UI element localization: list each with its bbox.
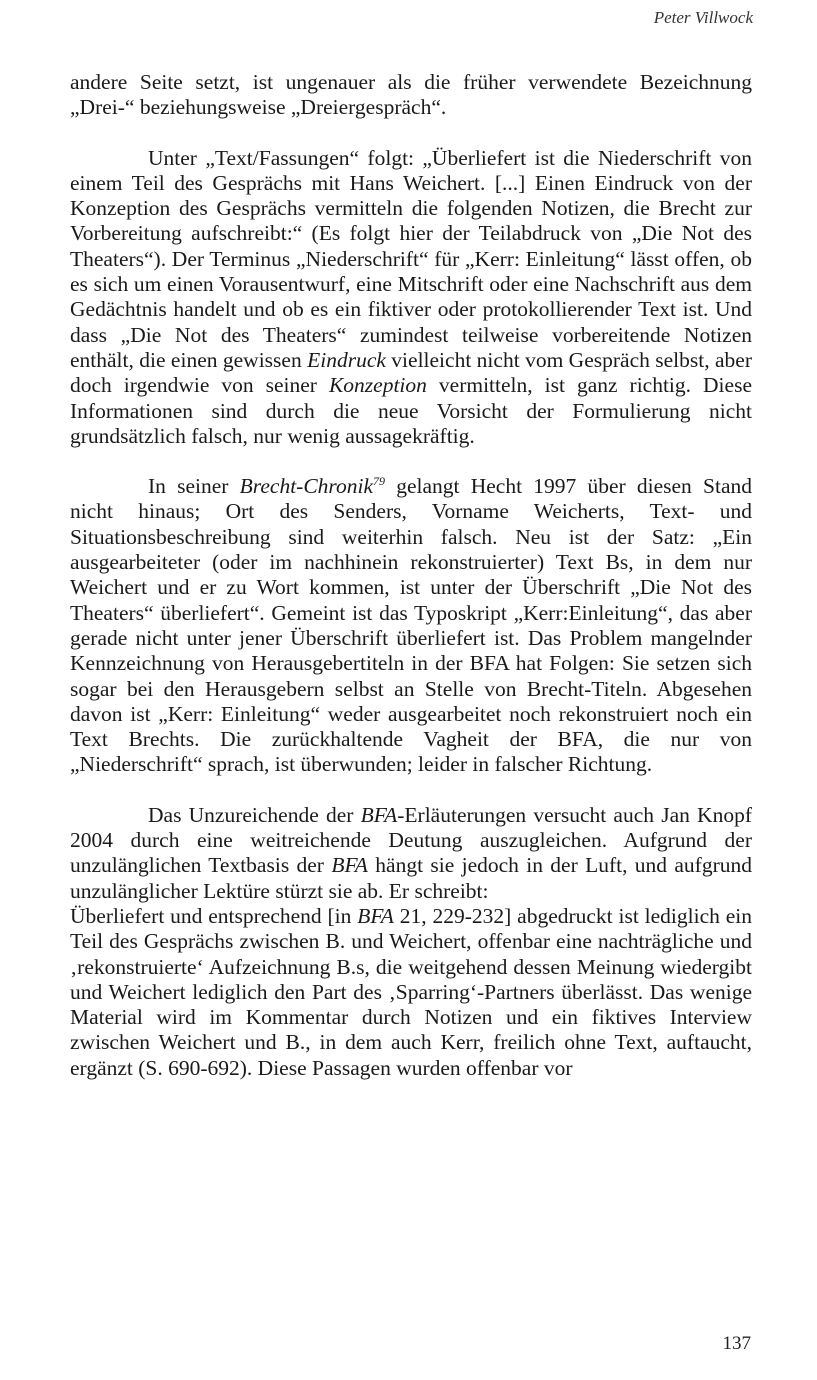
text-run: vermitteln, ist ganz richtig. Diese Informationen sind durch die neue Vorsicht der Formulierung nicht grundsätzlich falsch, nur wenig aussagekräftig. <box>70 373 752 448</box>
italic-text: BFA <box>360 802 398 827</box>
text-run: Das Unzureichende der <box>148 802 361 827</box>
text-run: vielleicht nicht vom Gespräch selbst, aber doch irgendwie von seiner <box>70 347 752 398</box>
text-run: Unter „Text/Fassungen“ folgt: „Überliefert ist die Niederschrift von einem Teil des Gesprächs mit Hans Weichert. [...] Einen Eindruck von der Konzeption des Gesprächs vermitteln die folgenden Notizen, die Brecht zur Vorbereitung aufschreibt:“ (Es folgt hier der Teilabdruck von „Die Not des Theaters“). Der Terminus „Niederschrift“ für „Kerr: Einleitung“ lässt offen, ob es sich um einen Vorausentwurf, eine Mitschrift oder eine Nachschrift aus dem Gedächtnis handelt und ob es ein fiktiver oder protokollierender Text ist. Und dass „Die Not des Theaters“ zumindest teilweise vorbereitende Notizen enthält, die einen gewissen <box>70 145 752 372</box>
italic-text: Eindruck <box>307 347 386 372</box>
paragraph <box>70 146 752 450</box>
italic-text: Konzeption <box>328 373 427 398</box>
paragraph <box>70 474 752 778</box>
text-run: In seiner <box>148 474 240 499</box>
text-run: 21, 229-232] abgedruckt ist lediglich ein Teil des Gesprächs zwischen B. und Weichert, offenbar eine nachträgliche und ‚rekonstruierte‘ Aufzeichnung B.s, die weitgehend dessen Meinung wiedergibt und Weichert lediglich den Part des ‚Sparring‘-Partners überlässt. Das wenige Material wird im Kommentar durch Notizen und ein fiktives Interview zwischen Weichert und B., in dem auch Kerr, freilich ohne Text, auftaucht, ergänzt (S. 690-692). Diese Passagen wurden offenbar vor <box>70 903 753 1080</box>
page-number: 137 <box>722 1333 751 1354</box>
block-quote <box>70 904 752 1081</box>
text-run: -Erläuterungen versucht auch Jan Knopf 2004 durch eine weitreichende Deutung auszugleichen. Aufgrund der unzulänglichen Textbasis der <box>70 802 752 878</box>
text-run: Überliefert und entsprechend [in <box>70 903 358 928</box>
text-run: gelangt Hecht 1997 über diesen Stand nicht hinaus; Ort des Senders, Vorname Weicherts, Text- und Situationsbeschreibung sind weiterhin falsch. Neu ist der Satz: „Ein ausgearbeiteter (oder im nachhinein rekonstruierter) Text Bs, in dem nur Weichert und er zu Wort kommen, ist unter der Überschrift „Die Not des Theaters“ überliefert“. Gemeint ist das Typoskript „Kerr:Einleitung“, das aber gerade nicht unter jener Überschrift überliefert ist. Das Problem mangelnder Kennzeichnung von Herausgebertiteln in der BFA hat Folgen: Sie setzen sich sogar bei den Herausgebern selbst an Stelle von Brecht-Titeln. Abgesehen davon ist „Kerr: Einleitung“ weder ausgearbeitet noch rekonstruiert noch ein Text Brechts. Die zurückhaltende Vagheit der BFA, die nur von „Niederschrift“ sprach, ist überwunden; leider in falscher Richtung. <box>70 474 752 777</box>
text-run: hängt sie jedoch in der Luft, und aufgrund unzulänglicher Lektüre stürzt sie ab. Er schreibt: <box>70 853 752 903</box>
paragraph <box>70 803 752 904</box>
text-run: andere Seite setzt, ist ungenauer als die früher verwendete Bezeichnung „Drei-“ beziehungsweise „Dreiergespräch“. <box>70 70 752 120</box>
paragraph <box>70 70 752 121</box>
footnote-marker: 79 <box>373 474 386 489</box>
italic-text: BFA <box>357 903 394 928</box>
italic-text: BFA <box>331 853 368 878</box>
italic-text: Brecht-Chronik <box>239 474 374 499</box>
running-header-author: Peter Villwock <box>653 8 753 27</box>
main-text <box>70 70 752 1081</box>
